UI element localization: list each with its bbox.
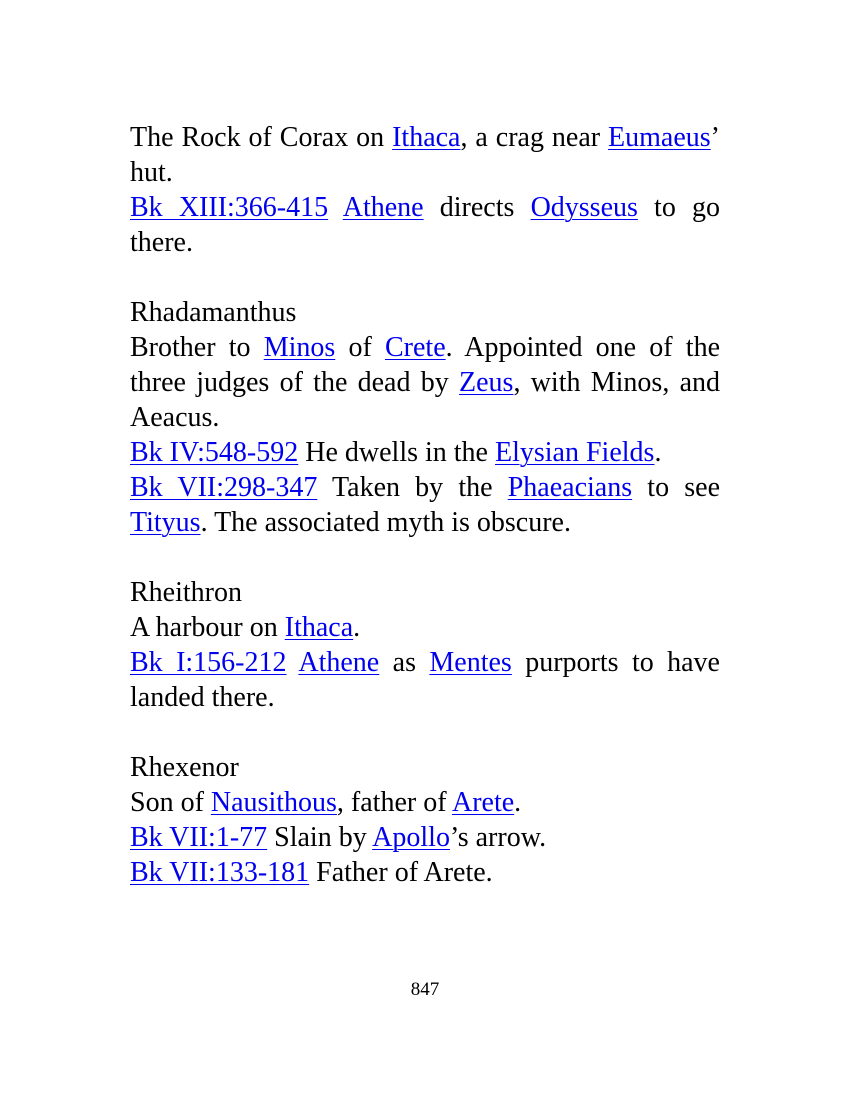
link-phaeacians[interactable]: Phaeacians [507, 472, 633, 503]
entry-rhadamanthus [130, 295, 720, 540]
entry-rhexenor [130, 750, 720, 890]
entry-corax [130, 120, 720, 260]
ref-text: to go there. [130, 192, 720, 258]
ref-link-bk-iv-548-592[interactable]: Bk IV:548-592 [130, 437, 299, 468]
ref-text: . [654, 437, 662, 468]
ref-link-bk-vii-133-181[interactable]: Bk VII:133-181 [130, 857, 310, 888]
desc-text: ’ hut. [130, 122, 720, 188]
ref-text [287, 647, 299, 678]
ref-link-bk-xiii-366-415[interactable]: Bk XIII:366-415 [130, 192, 329, 223]
desc-text: , father of [336, 787, 452, 818]
entry-description [130, 610, 720, 645]
ref-text [328, 192, 343, 223]
ref-link-bk-vii-1-77[interactable]: Bk VII:1-77 [130, 822, 268, 853]
reference-line [130, 820, 720, 855]
page-number: 847 [410, 979, 440, 1000]
desc-text: , with Minos, and Aeacus. [130, 367, 721, 433]
desc-text: Son of [130, 787, 211, 818]
desc-text: . [353, 612, 361, 643]
reference-line [130, 470, 720, 540]
reference-line [130, 645, 720, 715]
desc-text: The Rock of Corax on [130, 122, 393, 153]
desc-text: . Appointed one of the three judges of the dead by [130, 332, 721, 398]
link-arete[interactable]: Arete [451, 787, 515, 818]
entry-description [130, 785, 720, 820]
link-ithaca[interactable]: Ithaca [392, 122, 461, 153]
ref-text: He dwells in the [298, 437, 495, 468]
reference-line [130, 435, 720, 470]
ref-text: Slain by [267, 822, 373, 853]
ref-text: directs [423, 192, 531, 223]
reference-line [130, 855, 720, 890]
entry-rheithron [130, 575, 720, 715]
ref-text: ’s arrow. [449, 822, 547, 853]
link-zeus[interactable]: Zeus [459, 367, 514, 398]
link-athene[interactable]: Athene [342, 192, 424, 223]
desc-text: Brother to [130, 332, 264, 363]
ref-text: as [379, 647, 430, 678]
ref-text: purports to have landed there. [130, 647, 720, 713]
desc-text: . [514, 787, 522, 818]
link-athene[interactable]: Athene [298, 647, 380, 678]
link-crete[interactable]: Crete [384, 332, 446, 363]
link-minos[interactable]: Minos [263, 332, 336, 363]
entry-description [130, 120, 720, 190]
ref-link-bk-vii-298-347[interactable]: Bk VII:298-347 [130, 472, 318, 503]
link-tityus[interactable]: Tityus [130, 507, 201, 538]
link-nausithous[interactable]: Nausithous [210, 787, 337, 818]
link-elysian-fields[interactable]: Elysian Fields [495, 437, 655, 468]
reference-line [130, 190, 720, 260]
entry-title: Rheithron [130, 577, 242, 608]
ref-link-bk-i-156-212[interactable]: Bk I:156-212 [130, 647, 287, 678]
page-content [130, 120, 720, 925]
link-odysseus[interactable]: Odysseus [530, 192, 638, 223]
desc-text: of [335, 332, 385, 363]
ref-text: Father of Arete. [309, 857, 493, 888]
desc-text: , a crag near [460, 122, 609, 153]
ref-text: . The associated myth is obscure. [200, 507, 571, 538]
entry-description [130, 330, 720, 435]
entry-title: Rhexenor [130, 752, 239, 783]
link-apollo[interactable]: Apollo [372, 822, 450, 853]
desc-text: A harbour on [130, 612, 285, 643]
ref-text: Taken by the [317, 472, 508, 503]
link-eumaeus[interactable]: Eumaeus [608, 122, 711, 153]
link-mentes[interactable]: Mentes [429, 647, 512, 678]
ref-text: to see [632, 472, 720, 503]
link-ithaca[interactable]: Ithaca [284, 612, 354, 643]
entry-title: Rhadamanthus [130, 297, 297, 328]
